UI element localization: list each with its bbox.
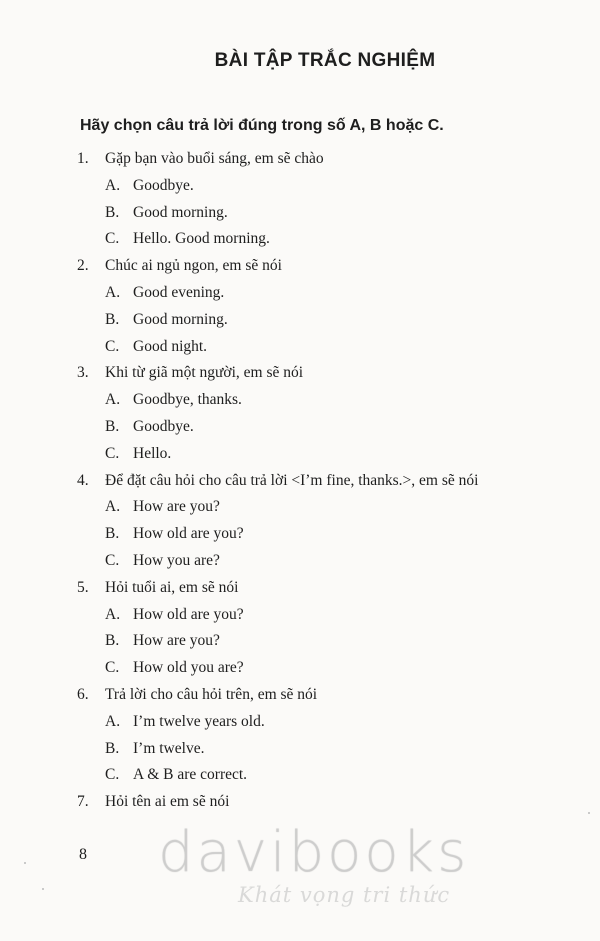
option-letter: B. bbox=[105, 525, 120, 543]
answer-option bbox=[77, 709, 577, 736]
answer-option bbox=[77, 334, 577, 361]
answer-option bbox=[77, 521, 577, 548]
option-letter: A. bbox=[105, 605, 121, 623]
page-title: BÀI TẬP TRẮC NGHIỆM bbox=[214, 50, 436, 71]
scan-speck bbox=[42, 888, 44, 890]
option-text: How old you are? bbox=[133, 659, 244, 677]
question-text: Hỏi tuổi ai, em sẽ nói bbox=[105, 578, 239, 596]
scan-speck bbox=[588, 812, 590, 814]
answer-option bbox=[77, 414, 577, 441]
option-text: How old are you? bbox=[133, 525, 244, 543]
question-6 bbox=[77, 682, 577, 709]
answer-option bbox=[77, 226, 577, 253]
answer-option bbox=[77, 307, 577, 334]
answer-option bbox=[77, 602, 577, 629]
option-letter: A. bbox=[105, 391, 121, 409]
question-number: 6. bbox=[77, 685, 89, 703]
option-letter: C. bbox=[105, 337, 120, 355]
option-letter: C. bbox=[105, 766, 120, 784]
question-2 bbox=[77, 253, 577, 280]
option-letter: C. bbox=[105, 230, 120, 248]
option-text: Good morning. bbox=[133, 310, 228, 328]
question-number: 1. bbox=[77, 150, 89, 167]
option-text: How you are? bbox=[133, 551, 220, 569]
watermark-logo: davibooks bbox=[158, 820, 470, 885]
question-1 bbox=[77, 146, 577, 173]
question-4 bbox=[77, 468, 577, 495]
option-text: Hello. bbox=[133, 444, 172, 462]
answer-option bbox=[77, 628, 577, 655]
option-text: How are you? bbox=[133, 498, 220, 516]
question-7 bbox=[77, 789, 577, 816]
question-list bbox=[77, 146, 577, 816]
question-number: 5. bbox=[77, 578, 89, 596]
answer-option bbox=[77, 655, 577, 682]
option-letter: B. bbox=[105, 310, 120, 328]
option-text: Goodbye, thanks. bbox=[133, 391, 242, 409]
option-letter: B. bbox=[105, 632, 120, 650]
answer-option bbox=[77, 736, 577, 763]
answer-option bbox=[77, 494, 577, 521]
answer-option bbox=[77, 280, 577, 307]
scan-speck bbox=[24, 862, 26, 864]
option-text: I’m twelve. bbox=[133, 739, 205, 757]
option-letter: C. bbox=[105, 659, 120, 677]
option-text: Good morning. bbox=[133, 203, 228, 221]
option-text: Good evening. bbox=[133, 283, 225, 301]
option-letter: A. bbox=[105, 283, 121, 301]
question-text: Để đặt câu hỏi cho câu trả lời <I’m fine, thanks.>, em sẽ nói bbox=[105, 471, 479, 489]
answer-option bbox=[77, 762, 577, 789]
option-letter: B. bbox=[105, 739, 120, 757]
option-text: Good night. bbox=[133, 337, 208, 355]
answer-option bbox=[77, 200, 577, 227]
question-text: Gặp bạn vào buổi sáng, em sẽ chào bbox=[105, 150, 324, 167]
option-letter: A. bbox=[105, 498, 121, 516]
option-letter: B. bbox=[105, 417, 120, 435]
instruction: Hãy chọn câu trả lời đúng trong số A, B hoặc C. bbox=[80, 117, 444, 134]
question-text: Khi từ giã một người, em sẽ nói bbox=[105, 364, 304, 382]
option-text: Goodbye. bbox=[133, 417, 194, 435]
question-text: Trả lời cho câu hỏi trên, em sẽ nói bbox=[105, 685, 318, 703]
option-text: I’m twelve years old. bbox=[133, 712, 265, 730]
option-text: How are you? bbox=[133, 632, 220, 650]
question-text: Chúc ai ngủ ngon, em sẽ nói bbox=[105, 257, 282, 275]
watermark-tagline: Khát vọng tri thức bbox=[238, 883, 451, 907]
question-3 bbox=[77, 360, 577, 387]
answer-option bbox=[77, 441, 577, 468]
question-number: 7. bbox=[77, 793, 89, 811]
question-number: 2. bbox=[77, 257, 89, 275]
option-letter: A. bbox=[105, 176, 121, 194]
question-text: Hỏi tên ai em sẽ nói bbox=[105, 793, 230, 811]
answer-option bbox=[77, 548, 577, 575]
question-5 bbox=[77, 575, 577, 602]
option-text: Hello. Good morning. bbox=[133, 230, 270, 248]
question-number: 4. bbox=[77, 471, 89, 489]
option-letter: B. bbox=[105, 203, 120, 221]
question-number: 3. bbox=[77, 364, 89, 382]
option-text: Goodbye. bbox=[133, 176, 194, 194]
option-text: A & B are correct. bbox=[133, 766, 248, 784]
answer-option bbox=[77, 173, 577, 200]
page-number: 8 bbox=[79, 846, 87, 863]
option-letter: A. bbox=[105, 712, 121, 730]
option-letter: C. bbox=[105, 551, 120, 569]
option-text: How old are you? bbox=[133, 605, 244, 623]
option-letter: C. bbox=[105, 444, 120, 462]
answer-option bbox=[77, 387, 577, 414]
